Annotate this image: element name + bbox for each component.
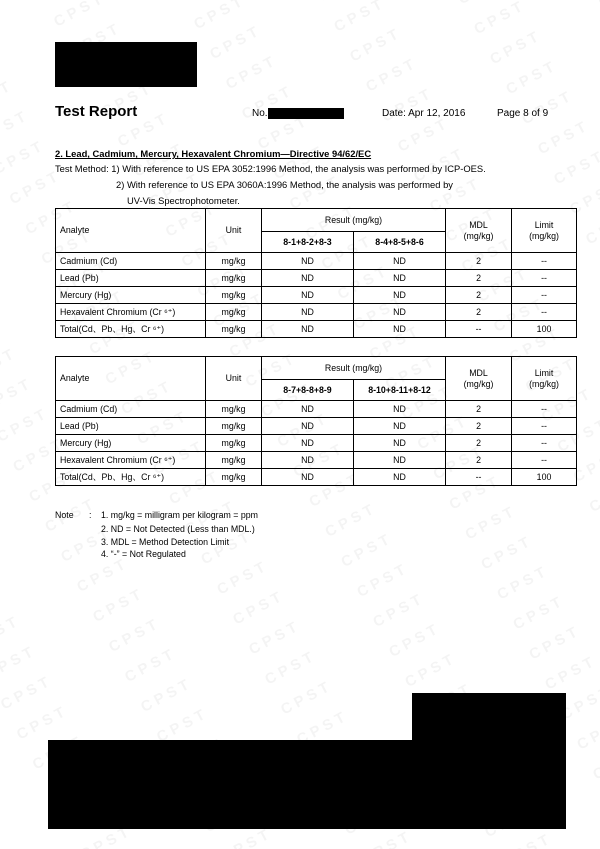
report-title: Test Report [55, 103, 138, 120]
result-1-cell: ND [262, 253, 354, 270]
test-method-line-1: Test Method: 1) With reference to US EPA 3052:1996 Method, the analysis was performed by ICP-OES. [55, 163, 486, 174]
header-unit: Unit [206, 357, 262, 401]
mdl-cell: 2 [446, 287, 512, 304]
unit-cell: mg/kg [206, 435, 262, 452]
mdl-cell: 2 [446, 435, 512, 452]
result-2-cell: ND [354, 270, 446, 287]
result-1-cell: ND [262, 469, 354, 486]
limit-cell: -- [512, 287, 577, 304]
header-sample-1: 8-7+8-8+8-9 [262, 380, 354, 401]
report-number-label: No. [252, 108, 268, 119]
mdl-cell: 2 [446, 270, 512, 287]
table-row [56, 435, 577, 452]
note-item: 3. MDL = Method Detection Limit [101, 537, 230, 547]
result-1-cell: ND [262, 452, 354, 469]
mdl-cell: 2 [446, 304, 512, 321]
unit-cell: mg/kg [206, 469, 262, 486]
unit-cell: mg/kg [206, 287, 262, 304]
limit-cell: -- [512, 452, 577, 469]
test-method-line-3: UV-Vis Spectrophotometer. [127, 195, 240, 206]
report-number-redaction [268, 108, 344, 119]
header-result: Result (mg/kg) [262, 357, 446, 380]
note-item: 1. mg/kg = milligram per kilogram = ppm [101, 510, 258, 520]
limit-cell: -- [512, 304, 577, 321]
mdl-cell: 2 [446, 452, 512, 469]
table-row [56, 321, 577, 338]
header-sample-1: 8-1+8-2+8-3 [262, 232, 354, 253]
result-2-cell: ND [354, 321, 446, 338]
mdl-cell: -- [446, 321, 512, 338]
unit-cell: mg/kg [206, 401, 262, 418]
report-date: Date: Apr 12, 2016 [382, 108, 466, 119]
page-number: Page 8 of 9 [497, 108, 549, 119]
table-row [56, 270, 577, 287]
header-limit: Limit (mg/kg) [512, 209, 577, 253]
unit-cell: mg/kg [206, 304, 262, 321]
table-row [56, 469, 577, 486]
result-2-cell: ND [354, 287, 446, 304]
limit-cell: 100 [512, 321, 577, 338]
result-1-cell: ND [262, 270, 354, 287]
section-title: 2. Lead, Cadmium, Mercury, Hexavalent Chromium—Directive 94/62/EC [55, 148, 372, 159]
result-2-cell: ND [354, 452, 446, 469]
results-table-1-body [56, 253, 577, 338]
mdl-cell: 2 [446, 401, 512, 418]
result-2-cell: ND [354, 401, 446, 418]
table-row [56, 253, 577, 270]
table-row [56, 287, 577, 304]
result-1-cell: ND [262, 418, 354, 435]
result-2-cell: ND [354, 469, 446, 486]
unit-cell: mg/kg [206, 321, 262, 338]
table-row [56, 304, 577, 321]
analyte-cell: Total(Cd、Pb、Hg、Cr ⁶⁺) [56, 469, 206, 486]
header-sample-2: 8-4+8-5+8-6 [354, 232, 446, 253]
mdl-cell: 2 [446, 418, 512, 435]
results-table-2 [55, 356, 577, 486]
result-1-cell: ND [262, 304, 354, 321]
result-1-cell: ND [262, 401, 354, 418]
analyte-cell: Cadmium (Cd) [56, 401, 206, 418]
result-1-cell: ND [262, 287, 354, 304]
result-2-cell: ND [354, 418, 446, 435]
footer-redaction [48, 740, 566, 829]
limit-cell: -- [512, 418, 577, 435]
unit-cell: mg/kg [206, 452, 262, 469]
limit-cell: -- [512, 253, 577, 270]
limit-cell: 100 [512, 469, 577, 486]
signature-redaction [412, 693, 566, 743]
analyte-cell: Mercury (Hg) [56, 287, 206, 304]
notes-colon: : [89, 510, 92, 520]
table-row [56, 418, 577, 435]
analyte-cell: Total(Cd、Pb、Hg、Cr ⁶⁺) [56, 321, 206, 338]
result-1-cell: ND [262, 321, 354, 338]
header-analyte: Analyte [56, 357, 206, 401]
results-table-2-body [56, 401, 577, 486]
limit-cell: -- [512, 401, 577, 418]
unit-cell: mg/kg [206, 418, 262, 435]
header-result: Result (mg/kg) [262, 209, 446, 232]
analyte-cell: Hexavalent Chromium (Cr ⁶⁺) [56, 452, 206, 469]
analyte-cell: Lead (Pb) [56, 418, 206, 435]
analyte-cell: Lead (Pb) [56, 270, 206, 287]
note-item: 2. ND = Not Detected (Less than MDL.) [101, 524, 255, 534]
result-2-cell: ND [354, 253, 446, 270]
result-2-cell: ND [354, 304, 446, 321]
analyte-cell: Hexavalent Chromium (Cr ⁶⁺) [56, 304, 206, 321]
notes-label: Note [55, 510, 74, 520]
note-item: 4. “-” = Not Regulated [101, 549, 186, 559]
table-row [56, 452, 577, 469]
table-row [56, 401, 577, 418]
header-sample-2: 8-10+8-11+8-12 [354, 380, 446, 401]
limit-cell: -- [512, 435, 577, 452]
unit-cell: mg/kg [206, 270, 262, 287]
logo-redaction [55, 42, 197, 87]
mdl-cell: -- [446, 469, 512, 486]
header-limit: Limit (mg/kg) [512, 357, 577, 401]
header-analyte: Analyte [56, 209, 206, 253]
header-mdl: MDL (mg/kg) [446, 357, 512, 401]
header-unit: Unit [206, 209, 262, 253]
result-1-cell: ND [262, 435, 354, 452]
test-method-line-2: 2) With reference to US EPA 3060A:1996 Method, the analysis was performed by [116, 179, 453, 190]
unit-cell: mg/kg [206, 253, 262, 270]
limit-cell: -- [512, 270, 577, 287]
mdl-cell: 2 [446, 253, 512, 270]
header-mdl: MDL (mg/kg) [446, 209, 512, 253]
results-table-1 [55, 208, 577, 338]
result-2-cell: ND [354, 435, 446, 452]
analyte-cell: Cadmium (Cd) [56, 253, 206, 270]
analyte-cell: Mercury (Hg) [56, 435, 206, 452]
